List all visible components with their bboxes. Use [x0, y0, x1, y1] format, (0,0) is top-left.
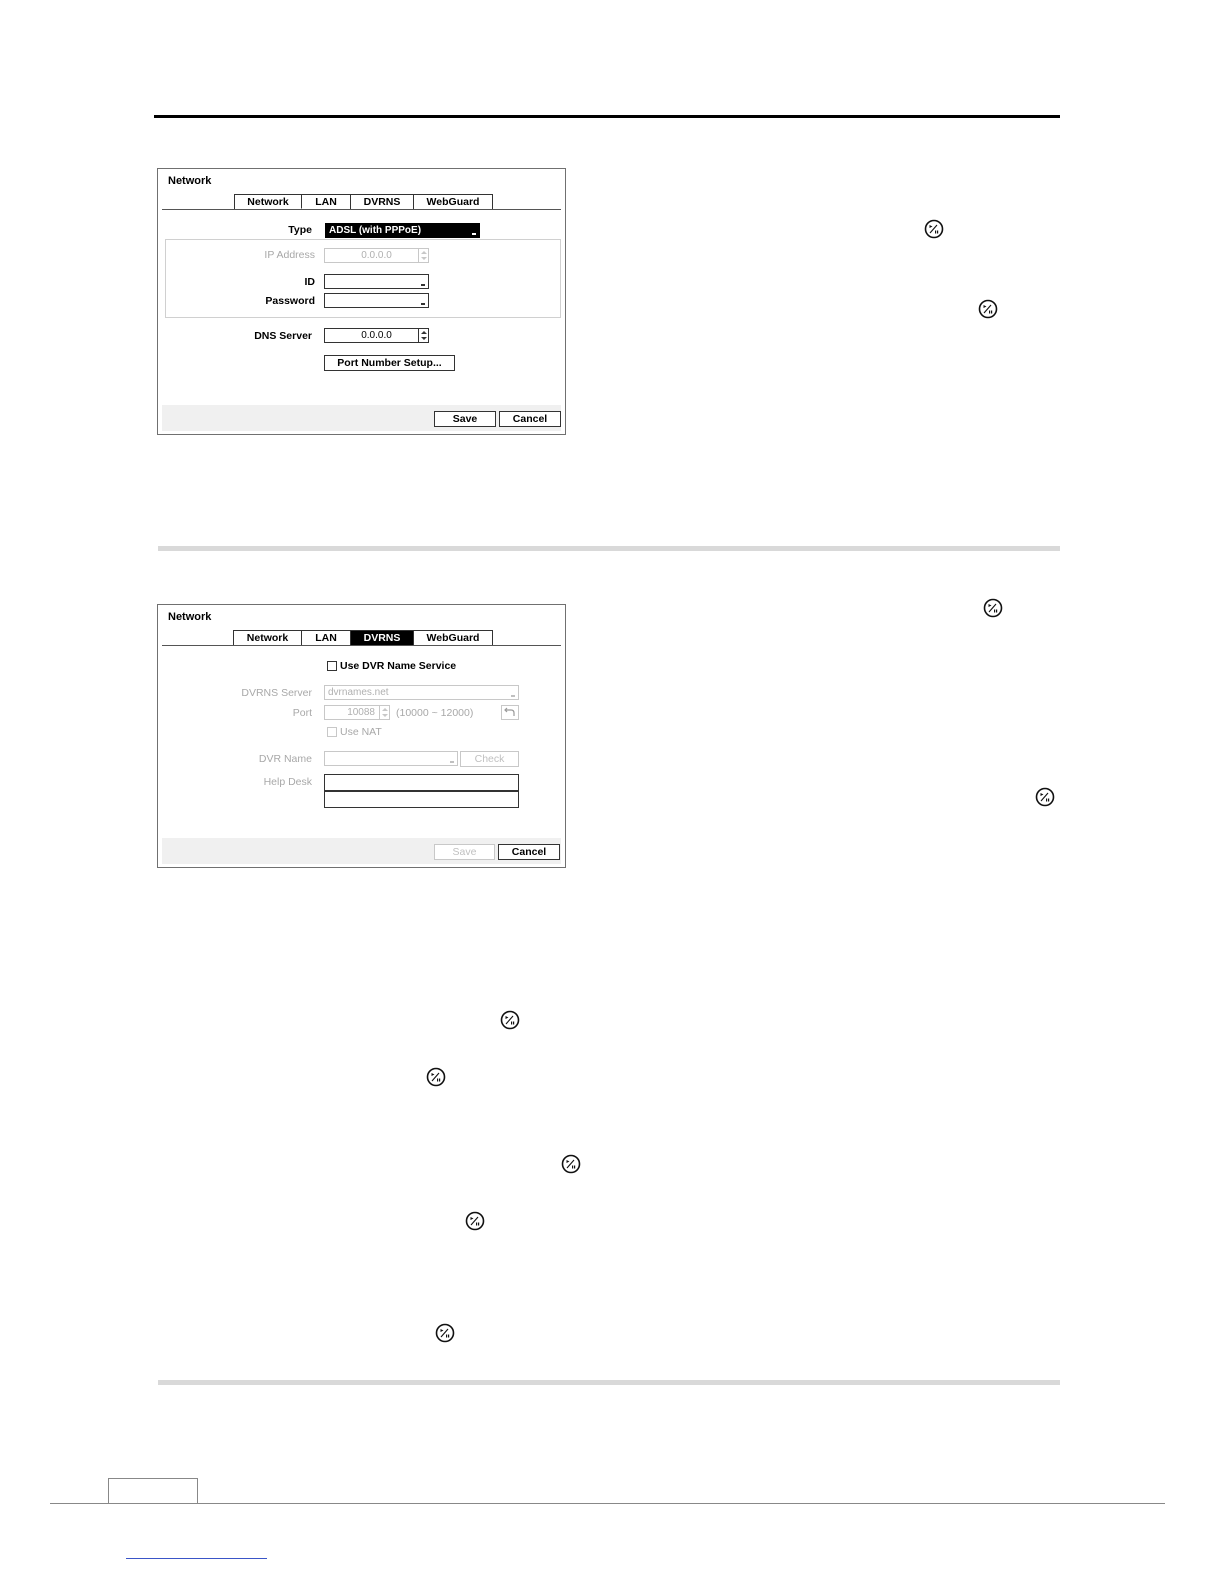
type-select[interactable]	[325, 223, 480, 238]
play-pause-button-icon	[435, 1323, 455, 1343]
footer-rule	[50, 1503, 1165, 1504]
dvrns-server-value: dvrnames.net	[328, 687, 389, 698]
password-field[interactable]	[324, 293, 429, 308]
tab-divider	[162, 645, 561, 646]
network-dialog-dvrns	[157, 604, 566, 868]
save-button[interactable]: Save	[434, 411, 496, 427]
undo-icon	[504, 706, 516, 717]
spinner-icon	[379, 706, 389, 719]
chevron-down-icon	[472, 233, 476, 235]
tab-webguard[interactable]: WebGuard	[413, 630, 493, 645]
id-field[interactable]	[324, 274, 429, 289]
use-nat-label: Use NAT	[340, 726, 382, 738]
header-rule	[154, 115, 1060, 118]
dns-server-value: 0.0.0.0	[361, 330, 392, 341]
save-button: Save	[434, 844, 495, 860]
tab-dvrns[interactable]: DVRNS	[350, 194, 414, 209]
network-dialog-lan	[157, 168, 566, 435]
dns-server-field[interactable]	[324, 328, 429, 343]
tab-lan[interactable]: LAN	[301, 630, 351, 645]
type-value: ADSL (with PPPoE)	[329, 225, 422, 236]
port-range-text: (10000 ~ 12000)	[396, 707, 474, 719]
play-pause-button-icon	[465, 1211, 485, 1231]
page-number-tab	[108, 1478, 198, 1504]
section-separator	[158, 1380, 1060, 1385]
port-label: Port	[292, 707, 312, 719]
help-desk-line1	[324, 774, 519, 791]
keyboard-caret-icon	[421, 303, 425, 305]
keyboard-caret-icon	[450, 761, 454, 763]
play-pause-button-icon	[924, 219, 944, 239]
tab-network[interactable]: Network	[234, 194, 302, 209]
check-button: Check	[460, 751, 519, 767]
type-label: Type	[288, 224, 312, 236]
port-field	[324, 705, 390, 720]
tab-network[interactable]: Network	[233, 630, 302, 645]
link-underline	[126, 1558, 267, 1559]
dns-server-label: DNS Server	[254, 330, 312, 342]
tab-dvrns[interactable]: DVRNS	[350, 630, 414, 645]
dvrns-server-label: DVRNS Server	[241, 687, 312, 699]
reset-port-button	[501, 705, 519, 720]
dvr-name-label: DVR Name	[258, 753, 312, 765]
play-pause-button-icon	[426, 1067, 446, 1087]
dvr-name-field	[324, 751, 458, 766]
cancel-button[interactable]: Cancel	[498, 844, 560, 860]
spinner-icon[interactable]	[418, 329, 428, 342]
tab-webguard[interactable]: WebGuard	[413, 194, 493, 209]
use-dvrns-label: Use DVR Name Service	[340, 660, 457, 672]
play-pause-button-icon	[1035, 787, 1055, 807]
port-number-setup-button[interactable]: Port Number Setup...	[324, 355, 455, 371]
section-separator	[158, 546, 1060, 551]
play-pause-button-icon	[561, 1154, 581, 1174]
keyboard-caret-icon	[511, 695, 515, 697]
play-pause-button-icon	[500, 1010, 520, 1030]
dialog-title: Network	[168, 611, 212, 623]
tab-divider	[162, 209, 561, 210]
id-label: ID	[304, 276, 315, 288]
play-pause-button-icon	[983, 598, 1003, 618]
ip-address-value: 0.0.0.0	[361, 250, 392, 261]
ip-address-label: IP Address	[264, 249, 315, 261]
dvrns-server-field	[324, 685, 519, 700]
keyboard-caret-icon	[421, 284, 425, 286]
help-desk-line2	[324, 791, 519, 808]
port-value: 10088	[347, 707, 375, 718]
ip-address-field	[324, 248, 429, 263]
dialog-title: Network	[168, 175, 212, 187]
play-pause-button-icon	[978, 299, 998, 319]
use-dvrns-checkbox[interactable]	[327, 661, 337, 671]
help-desk-label: Help Desk	[263, 776, 312, 788]
cancel-button[interactable]: Cancel	[499, 411, 561, 427]
use-nat-checkbox	[327, 727, 337, 737]
spinner-icon	[418, 249, 428, 262]
tab-lan[interactable]: LAN	[301, 194, 351, 209]
password-label: Password	[265, 295, 315, 307]
